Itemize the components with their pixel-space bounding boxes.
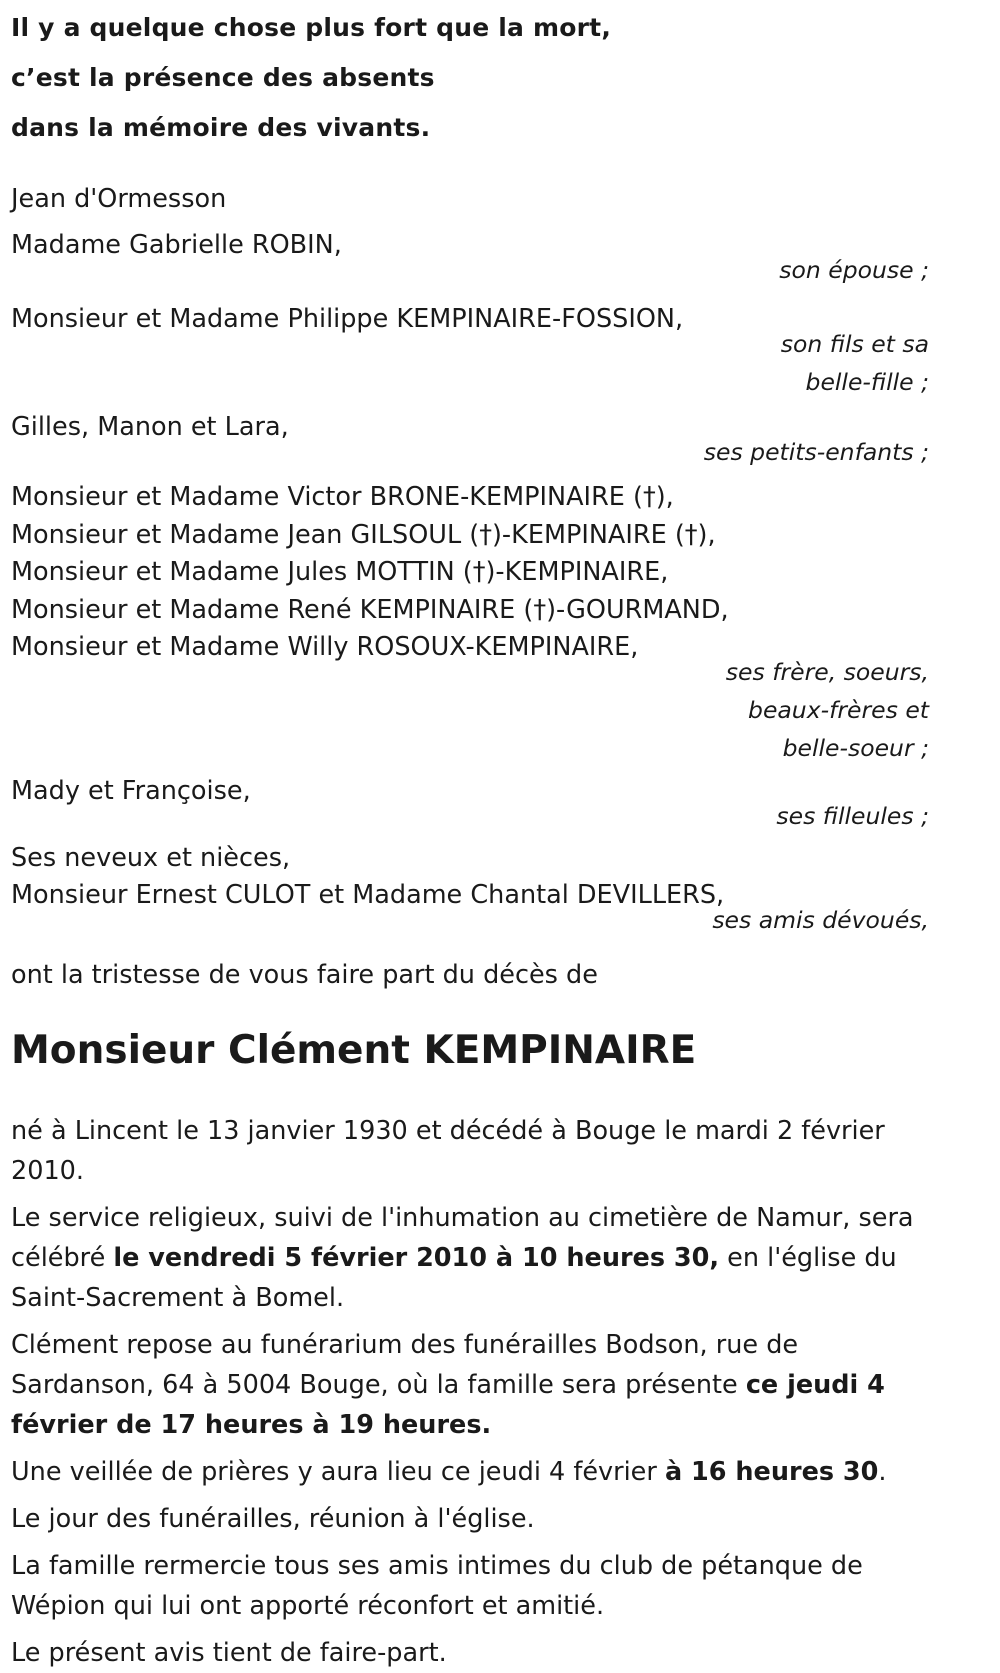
vigil-time: à 16 heures 30 <box>664 1456 879 1487</box>
family-group <box>11 840 930 939</box>
meeting-info: Le jour des funérailles, réunion à l'église. <box>11 1503 535 1534</box>
family-relation: belle-fille ; <box>805 368 929 396</box>
family-group <box>11 225 930 289</box>
family-member: Monsieur et Madame Jean GILSOUL (†)-KEMPINAIRE (†), <box>11 519 716 550</box>
family-group <box>11 407 930 471</box>
family-member: Monsieur et Madame Philippe KEMPINAIRE-FOSSION, <box>11 304 684 334</box>
epigraph-quote <box>11 0 930 153</box>
family-member: Madame Gabrielle ROBIN, <box>11 230 342 260</box>
visitation-info: Clément repose au funérarium des funérailles Bodson, rue de Sardanson, 64 à 5004 Bouge, où la famille sera présente ce jeudi 4 février de 17 heures à 19 heures. <box>11 1329 885 1440</box>
family-relation: beaux-frères et <box>748 695 929 724</box>
family-member: Monsieur et Madame Victor BRONE-KEMPINAIRE (†), <box>11 482 674 512</box>
notice-text: Le présent avis tient de faire-part. <box>11 1637 447 1668</box>
family-member: Ses neveux et nièces, <box>11 842 291 873</box>
family-relation: ses filleules ; <box>776 801 929 830</box>
family-relation: son épouse ; <box>779 256 929 284</box>
family-group <box>11 479 930 767</box>
family-group <box>11 771 930 835</box>
family-relation: belle-soeur ; <box>782 733 929 762</box>
quote-line: dans la mémoire des vivants. <box>11 113 431 142</box>
vigil-info: Une veillée de prières y aura lieu ce jeudi 4 février à 16 heures 30. <box>11 1456 887 1487</box>
visitation-hours: ce jeudi 4 février de 17 heures à 19 heures. <box>11 1369 885 1440</box>
family-member: Mady et Françoise, <box>11 775 251 806</box>
family-relation: ses amis dévoués, <box>712 905 929 934</box>
deceased-name: Monsieur Clément KEMPINAIRE <box>11 1027 697 1073</box>
family-relation: ses petits-enfants ; <box>703 438 929 466</box>
family-member: Monsieur et Madame Jules MOTTIN (†)-KEMPINAIRE, <box>11 557 669 587</box>
family-member: Monsieur Ernest CULOT et Madame Chantal DEVILLERS, <box>11 880 725 910</box>
service-date: le vendredi 5 février 2010 à 10 heures 30, <box>113 1242 720 1273</box>
family-relation: son fils et sa <box>780 330 929 358</box>
birth-death-info: né à Lincent le 13 janvier 1930 et décédé à Bouge le mardi 2 février 2010. <box>11 1115 885 1186</box>
quote-author: Jean d'Ormesson <box>11 184 227 214</box>
service-info: Le service religieux, suivi de l'inhumation au cimetière de Namur, sera célébré le vendredi 5 février 2010 à 10 heures 30, en l'église du Saint-Sacrement à Bomel. <box>11 1202 914 1313</box>
family-member: Monsieur et Madame René KEMPINAIRE (†)-GOURMAND, <box>11 594 729 625</box>
family-relation: ses frère, soeurs, <box>725 657 929 686</box>
thanks-text: La famille rermercie tous ses amis intimes du club de pétanque de Wépion qui lui ont apporté réconfort et amitié. <box>11 1550 863 1621</box>
family-group <box>11 299 930 401</box>
family-member: Monsieur et Madame Willy ROSOUX-KEMPINAIRE, <box>11 632 639 662</box>
quote-line: c’est la présence des absents <box>11 63 435 92</box>
family-member: Gilles, Manon et Lara, <box>11 412 289 442</box>
announcement-text: ont la tristesse de vous faire part du décès de <box>11 959 598 990</box>
quote-line: Il y a quelque chose plus fort que la mort, <box>11 13 612 42</box>
